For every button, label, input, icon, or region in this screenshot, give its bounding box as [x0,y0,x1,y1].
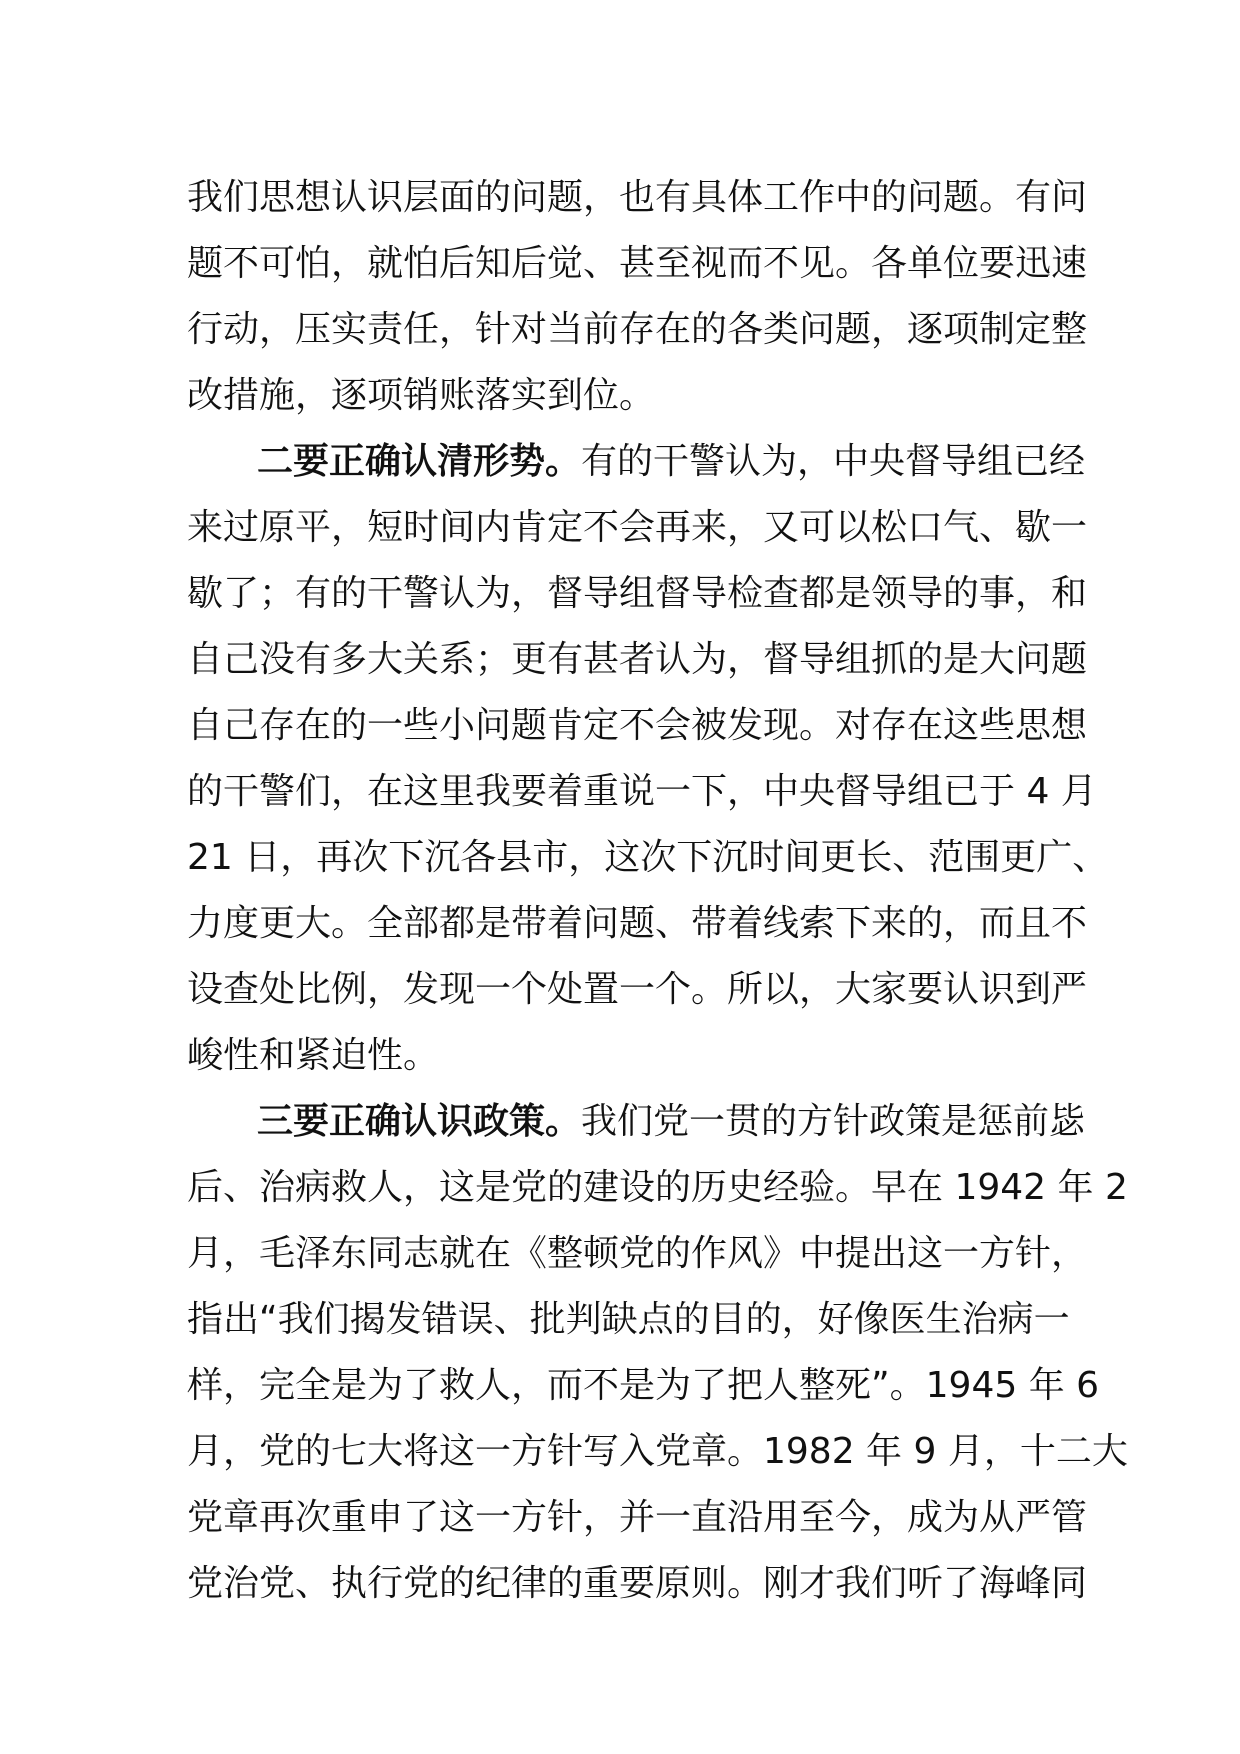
paragraph-3-line-1 [257,1089,1086,1155]
paragraph-3-first-line-text: 我们党一贯的方针政策是惩前毖 [581,1101,1086,1142]
paragraph-2-line-2: 来过原平，短时间内肯定不会再来，又可以松口气、歇一 [187,507,1088,548]
paragraph-2-line-4: 自己没有多大关系；更有甚者认为，督导组抓的是大问题 [187,639,1088,680]
paragraph-3-line-4: 指出“我们揭发错误、批判缺点的目的，好像医生治病一 [187,1299,1070,1340]
paragraph-3-line-2: 后、治病救人，这是党的建设的历史经验。早在 1942 年 2 [187,1167,1128,1208]
paragraph-2-line-1 [257,429,1086,495]
paragraph-1-line-4: 改措施，逐项销账落实到位。 [187,375,656,416]
paragraph-3-line-8: 党治党、执行党的纪律的重要原则。刚才我们听了海峰同 [187,1563,1088,1604]
paragraph-2-line-5: 自己存在的一些小问题肯定不会被发现。对存在这些思想 [187,705,1088,746]
paragraph-3-heading: 三要正确认识政策。 [257,1101,582,1142]
paragraph-2-heading: 二要正确认清形势。 [257,441,582,482]
paragraph-1-line-3: 行动，压实责任，针对当前存在的各类问题，逐项制定整 [187,309,1088,350]
paragraph-3-line-3: 月，毛泽东同志就在《整顿党的作风》中提出这一方针， [187,1233,1088,1274]
paragraph-2-line-6: 的干警们，在这里我要着重说一下，中央督导组已于 4 月 [187,771,1097,812]
paragraph-3-line-5: 样，完全是为了救人，而不是为了把人整死”。1945 年 6 [187,1365,1100,1406]
paragraph-1-line-1: 我们思想认识层面的问题，也有具体工作中的问题。有问 [187,177,1088,218]
paragraph-1-line-2: 题不可怕，就怕后知后觉、甚至视而不见。各单位要迅速 [187,243,1088,284]
paragraph-2-line-3: 歇了；有的干警认为，督导组督导检查都是领导的事，和 [187,573,1088,614]
paragraph-3-line-7: 党章再次重申了这一方针，并一直沿用至今，成为从严管 [187,1497,1088,1538]
paragraph-2-line-9: 设查处比例，发现一个处置一个。所以，大家要认识到严 [187,969,1088,1010]
paragraph-2-line-10: 峻性和紧迫性。 [187,1035,440,1076]
paragraph-3-line-6: 月，党的七大将这一方针写入党章。1982 年 9 月，十二大 [187,1431,1128,1472]
paragraph-2-first-line-text: 有的干警认为，中央督导组已经 [581,441,1086,482]
paragraph-2-line-8: 力度更大。全部都是带着问题、带着线索下来的，而且不 [187,903,1088,944]
paragraph-2-line-7: 21 日，再次下沉各县市，这次下沉时间更长、范围更广、 [187,837,1109,878]
